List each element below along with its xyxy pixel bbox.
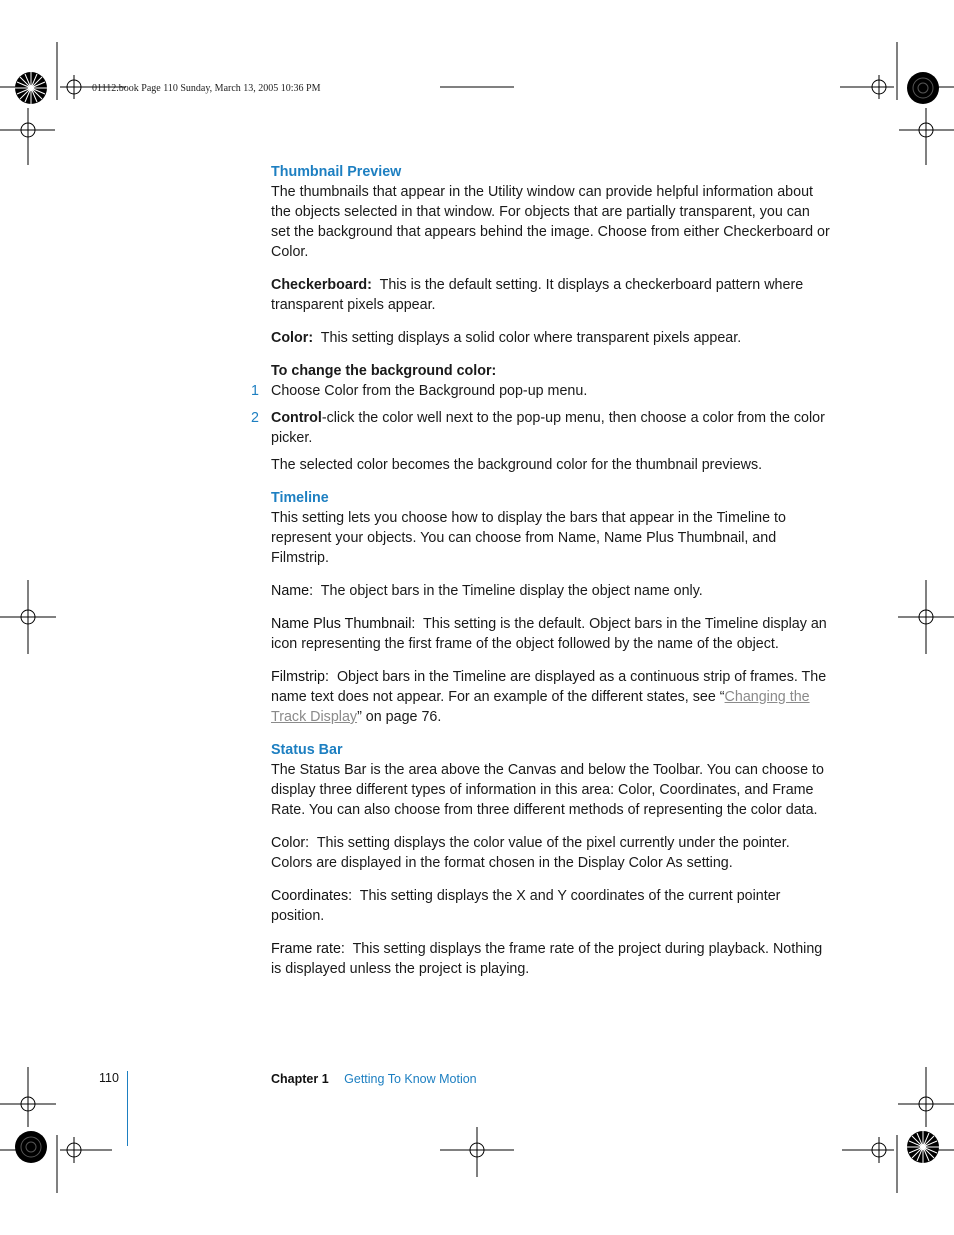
registration-target-icon [907,1131,939,1163]
print-slug: 01112.book Page 110 Sunday, March 13, 2005 10:36 PM [92,83,321,94]
step-text: Choose Color from the Background pop-up menu. [271,383,588,399]
definition-frame-rate [271,939,831,979]
definition-text-after: ” on page 76. [357,709,442,725]
definition-text: This is the default setting. It displays a checkerboard pattern where transparent pixels appear. [271,277,804,313]
term: Color: [271,330,314,346]
term: Color: [271,835,310,851]
definition-name-plus-thumbnail [271,614,831,654]
definition-coordinates [271,886,831,926]
definition-color [271,833,831,873]
paragraph: The selected color becomes the background color for the thumbnail previews. [271,457,763,473]
footer-chapter [271,1072,477,1086]
term: Frame rate: [271,941,345,957]
heading-thumbnail-preview: Thumbnail Preview [271,164,402,180]
term: Coordinates: [271,888,353,904]
step-item [251,381,831,401]
term: Filmstrip: [271,669,329,685]
registration-target-icon [15,72,47,104]
heading-timeline: Timeline [271,490,329,506]
chapter-title: Getting To Know Motion [344,1072,477,1086]
definition-filmstrip [271,667,831,727]
heading-status-bar: Status Bar [271,742,343,758]
term: Name: [271,583,314,599]
term: Name Plus Thumbnail: [271,616,416,632]
definition-name [271,581,831,601]
definition-text: This setting displays a solid color where transparent pixels appear. [320,330,742,346]
definition-text: This setting displays the X and Y coordinates of the current pointer position. [271,888,781,924]
cross-reference-link[interactable]: Changing the Track Display [271,689,810,725]
definition-checkerboard [271,275,831,315]
definition-color [271,328,831,348]
registration-target-icon [15,1131,47,1163]
task-title: To change the background color: [271,363,497,379]
registration-target-icon [907,72,939,104]
chapter-label: Chapter 1 [271,1072,329,1086]
key-name: Control [271,410,322,426]
definition-text: The object bars in the Timeline display the object name only. [320,583,703,599]
paragraph: The thumbnails that appear in the Utility window can provide helpful information about the objects selected in that window. For objects that are partially transparent, you can set the background that appears behind the image. Choose from either Checkerboard or Color. [271,184,830,260]
definition-text: This setting displays the color value of the pixel currently under the pointer. Colors are displayed in the format chosen in the Display Color As setting. [271,835,790,871]
step-number: 2 [251,410,259,426]
step-number: 1 [251,383,259,399]
definition-text: This setting is the default. Object bars in the Timeline display an icon representing the first frame of the object followed by the name of the object. [271,616,827,652]
paragraph: The Status Bar is the area above the Canvas and below the Toolbar. You can choose to display three different types of information in this area: Color, Coordinates, and Frame Rate. You can also choose from three different methods of representing the color data. [271,762,824,818]
term: Checkerboard: [271,277,372,293]
paragraph: This setting lets you choose how to display the bars that appear in the Timeline to represent your objects. You can choose from Name, Name Plus Thumbnail, and Filmstrip. [271,510,786,566]
definition-text: Object bars in the Timeline are displayed as a continuous strip of frames. The name text does not appear. For an example of the different states, see “ [271,669,827,705]
footer-divider [127,1071,128,1146]
definition-text: This setting displays the frame rate of the project during playback. Nothing is displayed unless the project is playing. [271,941,823,977]
page-number: 110 [99,1071,119,1085]
step-text: -click the color well next to the pop-up menu, then choose a color from the color picker. [271,410,825,446]
step-item [251,408,831,448]
page-body [251,162,831,992]
